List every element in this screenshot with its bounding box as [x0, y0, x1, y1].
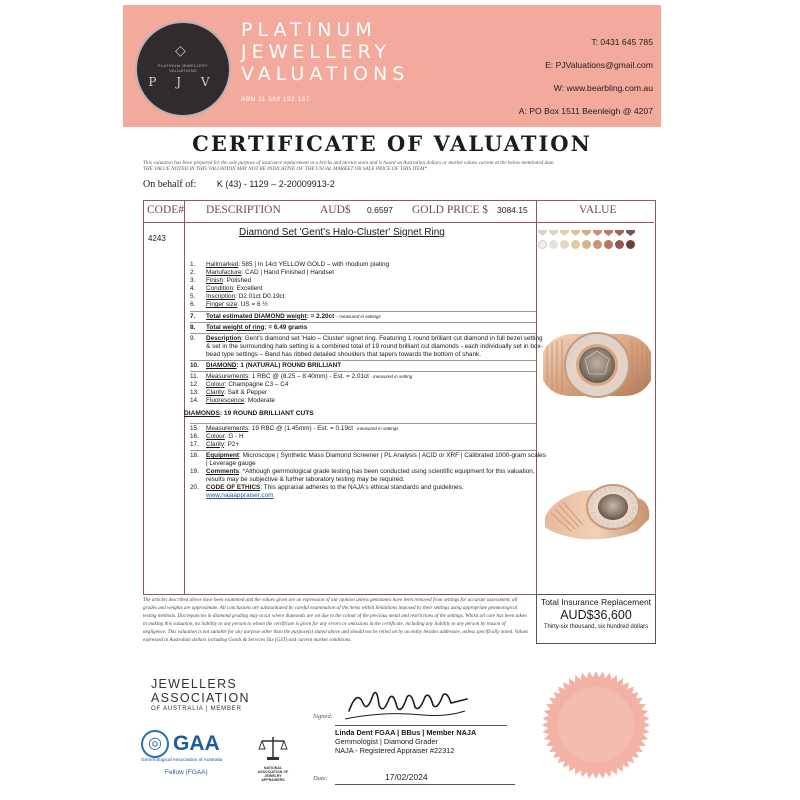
item-code: 4243 [148, 234, 166, 243]
detail-row [190, 425, 546, 433]
row-number: 20. [190, 484, 199, 492]
colour-swatch [582, 240, 591, 249]
ja-line: ASSOCIATION [151, 691, 250, 705]
date-label: Date: [313, 775, 328, 782]
detail-note: - measured in settings [352, 425, 399, 431]
swatch-row [538, 240, 656, 249]
detail-label: Total estimated DIAMOND weight [206, 312, 307, 320]
intro-line: THE VALUE NOTED IN THIS VALUATION MAY NOT BE INDICATIVE OF THE USUAL MARKET OR SALE PRICE OF THIS ITEM* [143, 166, 428, 173]
diamond-icon: ◇ [175, 43, 186, 59]
detail-value: : Microscope | Synthetic Mass Diamond Screener | PL Analysis | ACID or XRF | Calibrated 1000-gram scales | Leverage gauge [206, 451, 546, 467]
document-title: CERTIFICATE OF VALUATION [192, 131, 592, 156]
insurance-value-box [536, 594, 656, 644]
detail-row [190, 335, 546, 359]
detail-label: Measurements [206, 424, 249, 432]
code-header: CODE# [147, 204, 185, 216]
row-number: 16. [190, 432, 199, 440]
on-behalf-of [143, 179, 335, 190]
row-number: 18. [190, 451, 199, 459]
naja-logo [253, 735, 293, 782]
detail-label: Description [206, 334, 242, 342]
detail-row [190, 389, 546, 397]
detail-value: : 1 RBC @ (8.25 – 8.40mm) - Est. = 2.01ct [248, 373, 369, 381]
abn-number: ABN 11 569 192 137 [241, 96, 310, 103]
email[interactable]: E: PJValuations@gmail.com [545, 60, 653, 70]
detail-row [190, 468, 546, 484]
divider [190, 423, 536, 424]
jewellers-association-logo [151, 677, 250, 712]
detail-value: : D2.01ct D0.19ct [235, 293, 285, 301]
detail-label: Hallmarked [206, 261, 239, 268]
gaa-mark [141, 730, 261, 758]
row-number: 2. [190, 269, 196, 277]
detail-label: Inscription [206, 293, 236, 301]
signed-label: Signed: [313, 713, 333, 720]
detail-value: : 1 (NATURAL) ROUND BRILLIANT [236, 362, 342, 370]
detail-label: Measurements [206, 373, 249, 381]
colour-swatch [560, 230, 569, 236]
colour-swatch [549, 240, 558, 249]
insurance-amount-words: Thirty-six thousand, six hundred dollars [543, 624, 649, 630]
signature-line [335, 725, 507, 726]
contact-details [473, 31, 653, 123]
row-number: 13. [190, 389, 199, 397]
gaa-letters: GAA [173, 732, 220, 755]
detail-value: : Excellent [233, 285, 263, 293]
company-name-line: JEWELLERY [241, 41, 392, 63]
detail-value: : Polished [223, 277, 252, 285]
globe-icon: ◎ [141, 730, 169, 758]
detail-row [190, 452, 546, 468]
row-number: 17. [190, 440, 199, 448]
signature [343, 681, 473, 725]
item-title: Diamond Set 'Gent's Halo-Cluster' Signet Ring [239, 227, 445, 238]
detail-label: Comments [206, 468, 240, 476]
detail-row [190, 397, 546, 405]
website[interactable]: W: www.bearbling.com.au [553, 83, 653, 93]
colour-swatch [626, 230, 635, 236]
row-number: 4. [190, 285, 196, 293]
detail-label: Finish [206, 277, 224, 285]
signer-name: Linda Dent FGAA | BBus | Member NAJA [335, 728, 477, 737]
detail-label: Total weight of ring [206, 323, 265, 331]
company-name [241, 19, 409, 85]
signer-details [335, 728, 485, 755]
colour-swatch [593, 240, 602, 249]
diamonds-text: : 19 ROUND BRILLIANT CUTS [219, 409, 314, 417]
scales-icon [258, 735, 288, 761]
detail-row [190, 373, 546, 381]
detail-value: : = 6.49 grams [264, 323, 308, 331]
detail-label: Equipment [206, 451, 240, 459]
signer-registration: NAJA - Registered Appraiser #22312 [335, 746, 455, 755]
detail-value: : Salt & Pepper [224, 389, 268, 397]
ring-photo-top [541, 316, 653, 411]
detail-label: Condition [206, 285, 234, 293]
ja-line: OF AUSTRALIA | MEMBER [151, 706, 242, 712]
colour-swatch [615, 240, 624, 249]
row-number: 5. [190, 293, 196, 301]
row-number: 19. [190, 468, 199, 476]
ring-photo-side [541, 469, 653, 549]
swatch-row [538, 230, 656, 236]
detail-value: : 585 | In 14ct YELLOW GOLD – with rhodium plating [238, 261, 390, 268]
detail-row [190, 301, 546, 309]
logo-initials: P J V [148, 75, 218, 89]
row-number: 8. [190, 323, 196, 331]
divider [190, 360, 536, 361]
phone: T: 0431 645 785 [591, 37, 653, 47]
letterhead [123, 5, 661, 127]
detail-value: : = 2.20ct [306, 312, 335, 320]
detail-note: – measured in settings [334, 313, 381, 319]
row-number: 15. [190, 424, 199, 432]
colour-swatch [571, 240, 580, 249]
diamonds-label: DIAMONDS [184, 409, 220, 417]
colour-swatch [571, 230, 580, 236]
detail-label: Clarity [206, 440, 225, 448]
ja-line: JEWELLERS [151, 677, 238, 691]
row-number: 1. [190, 261, 196, 268]
divider [190, 450, 536, 451]
aud-label: AUD$ [320, 204, 351, 216]
colour-swatch [626, 240, 635, 249]
postal-address: A: PO Box 1511 Beenleigh @ 4207 [518, 106, 653, 116]
company-name-line: PLATINUM [241, 19, 377, 41]
row-number: 11. [190, 373, 199, 381]
on-behalf-label: On behalf of: [143, 179, 197, 190]
valuation-date: 17/02/2024 [385, 772, 428, 782]
naja-name: NATIONAL ASSOCIATION OF JEWELRY APPRAISERS [257, 766, 289, 782]
certificate-page [123, 5, 661, 795]
detail-row [190, 484, 546, 500]
logo-ring-text: PLATINUM JEWELLERY VALUATIONS [157, 63, 209, 73]
row-number: 9. [190, 334, 196, 342]
detail-value: : US = 6 ½ [237, 301, 268, 309]
detail-row [190, 313, 546, 321]
value-header: VALUE [579, 204, 617, 216]
detail-row [190, 277, 546, 285]
detail-label: CODE OF ETHICS [206, 484, 261, 492]
row-number: 12. [190, 381, 199, 389]
aud-value: 0.6597 [367, 205, 393, 215]
detail-row [190, 441, 546, 449]
row-number: 3. [190, 277, 196, 285]
row-number: 6. [190, 301, 196, 309]
colour-swatch [615, 230, 624, 236]
colour-swatch [604, 230, 613, 236]
detail-value: : Gent's diamond set 'Halo – Cluster' signet ring. Featuring 1 round brilliant cut diamond in full bezel setting & set in the surrounding halo setting is a combined total of 19 round brilliant cut diamonds - each individually set in box-bead type settings – Band has ribbed detailed shoulders that tapers towards the bottom of shank. [206, 334, 543, 358]
row-number: 7. [190, 312, 196, 320]
detail-label: DIAMOND [206, 362, 237, 370]
detail-row [190, 381, 546, 389]
naja-website-link[interactable]: www.najaappraiser.com [206, 492, 274, 500]
intro-line: This valuation has been prepared for the sole purpose of insurance replacement at a bricks and mortar store and is based on Australian dollars or market values current at the below mentioned date. [143, 160, 555, 166]
item-details [184, 261, 546, 500]
detail-label: Fluorescence [206, 397, 245, 405]
detail-label: Clarity [206, 389, 225, 397]
detail-value: : CAD | Hand Finished | Handset [241, 269, 335, 277]
colour-swatch [560, 240, 569, 249]
insurance-amount: AUD$36,600 [560, 608, 632, 622]
intro-text [143, 160, 663, 172]
detail-value: : Champagne C3 – C4 [224, 381, 289, 389]
detail-label: Finger size [206, 301, 238, 309]
detail-value: : Moderate [244, 397, 275, 405]
detail-value: : This appraisal adheres to the NAJA's ethical standards and guidelines. [260, 484, 464, 492]
detail-value: : 19 RBC @ (1.45mm) - Est. = 0.19ct [248, 424, 353, 432]
detail-label: Colour [206, 432, 225, 440]
disclaimer-text: The articles described above have been examined and the values given are an expression of our opinion unless gemstones have been removed from settings for accurate assessment, all grades and weights are approximate. All conclusions are substantiated by careful examination of the items within limitations imposed by their settings using appropriate gemmological testing methods. Discrepancies in diamond grading may occur where diamonds are set due to the colour of the precious metal and restrictions of the settings. Whilst all care has been taken in making this valuation, no liability to any person to whom the certificate is given for any errors or omissions in the certificate, including any liability to any person by reason of negligence. This valuation is not suitable for any purpose other than the purpose(s) stated above and should not be relied on by an entity besides addressee, unless specifically noted. Values expressed in Australian dollars including Goods & Services Tax (GST) and current market conditions. [143, 597, 528, 644]
detail-row [190, 261, 546, 269]
pjv-logo [135, 21, 231, 117]
diamonds-subheading [184, 410, 540, 418]
embossed-seal [541, 670, 651, 780]
detail-label: Colour [206, 381, 225, 389]
divider [190, 333, 536, 334]
table-header [144, 201, 654, 223]
colour-swatch [582, 230, 591, 236]
date-line [335, 784, 515, 785]
detail-note: - measured in setting [368, 374, 413, 380]
gold-price-label: GOLD PRICE $ [412, 204, 489, 216]
gold-price-value: 3084.15 [497, 205, 528, 215]
colour-swatch [549, 230, 558, 236]
colour-swatch [604, 240, 613, 249]
divider [190, 322, 536, 323]
gaa-full-name: Gemmological Association of Australia [141, 758, 223, 763]
detail-label: Manufacture [206, 269, 242, 277]
column-divider [184, 201, 185, 594]
colour-swatch [593, 230, 602, 236]
divider [190, 371, 536, 372]
detail-row [190, 324, 546, 332]
detail-value: : *Although gemmological grade testing has been conducted using scientific equipment for this valuation, results may be subjective & further laboratory testing may be required. [206, 468, 535, 484]
signer-title: Gemmologist | Diamond Grader [335, 737, 438, 746]
colour-swatch [538, 240, 547, 249]
description-header: DESCRIPTION [206, 204, 281, 216]
detail-value: : P2+ [224, 440, 240, 448]
company-name-line: VALUATIONS [241, 63, 410, 85]
valuation-table [143, 200, 656, 595]
detail-value: : G - H [224, 432, 244, 440]
gaa-logo [141, 730, 261, 776]
detail-row [190, 433, 546, 441]
row-number: 10. [190, 362, 199, 370]
colour-swatch [538, 230, 547, 236]
client-reference: K (43) - 1129 – 2-20009913-2 [216, 179, 335, 189]
colour-grade-chart [538, 230, 656, 253]
detail-row [190, 269, 546, 277]
detail-row [190, 362, 546, 370]
divider [190, 311, 536, 312]
insurance-label: Total Insurance Replacement [540, 597, 652, 607]
gaa-fellow: Fellow (FGAA) [165, 769, 208, 776]
detail-row [190, 285, 546, 293]
row-number: 14. [190, 397, 199, 405]
